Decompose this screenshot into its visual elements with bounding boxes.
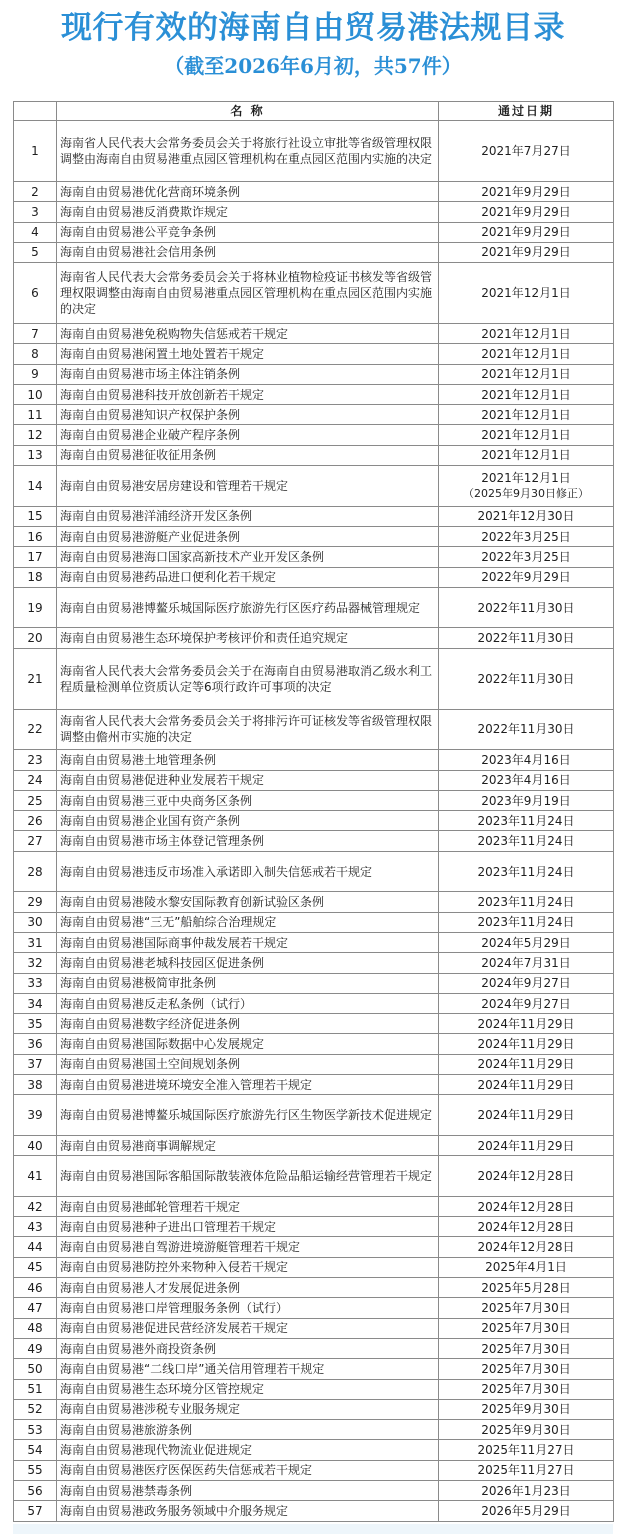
passed-date: 2025年9月30日 xyxy=(481,1402,571,1417)
table-row xyxy=(14,181,614,201)
row-number: 44 xyxy=(14,1237,57,1257)
regulation-name: 海南自由贸易港老城科技园区促进条例 xyxy=(57,953,439,973)
row-number: 31 xyxy=(14,932,57,952)
regulation-name: 海南自由贸易港洋浦经济开发区条例 xyxy=(57,506,439,526)
regulation-name: 海南自由贸易港促进种业发展若干规定 xyxy=(57,770,439,790)
regulation-name: 海南自由贸易港科技开放创新若干规定 xyxy=(57,384,439,404)
row-number: 33 xyxy=(14,973,57,993)
table-row xyxy=(14,384,614,404)
row-number: 54 xyxy=(14,1440,57,1460)
row-number: 48 xyxy=(14,1318,57,1338)
passed-date-cell xyxy=(439,973,614,993)
passed-date-cell xyxy=(439,1460,614,1480)
row-number: 15 xyxy=(14,506,57,526)
regulation-name: 海南自由贸易港国土空间规划条例 xyxy=(57,1054,439,1074)
row-number: 23 xyxy=(14,750,57,770)
row-number: 32 xyxy=(14,953,57,973)
regulation-name: 海南自由贸易港免税购物失信惩戒若干规定 xyxy=(57,324,439,344)
passed-date: 2021年9月29日 xyxy=(481,204,571,219)
passed-date: 2023年4月16日 xyxy=(481,773,571,788)
row-number: 17 xyxy=(14,547,57,567)
regulation-name: 海南自由贸易港生态环境保护考核评价和责任追究规定 xyxy=(57,628,439,648)
table-row xyxy=(14,202,614,222)
column-header-date: 通过日期 xyxy=(439,102,614,121)
passed-date-cell xyxy=(439,912,614,932)
row-number: 19 xyxy=(14,587,57,628)
passed-date: 2021年9月29日 xyxy=(481,225,571,240)
table-row xyxy=(14,1278,614,1298)
passed-date: 2021年12月1日 xyxy=(481,286,571,301)
regulation-name: 海南自由贸易港游艇产业促进条例 xyxy=(57,526,439,546)
table-row xyxy=(14,526,614,546)
row-number: 43 xyxy=(14,1217,57,1237)
regulation-name: 海南自由贸易港医疗医保医药失信惩戒若干规定 xyxy=(57,1460,439,1480)
regulation-name: 海南自由贸易港种子进出口管理若干规定 xyxy=(57,1217,439,1237)
page-title: 现行有效的海南自由贸易港法规目录 xyxy=(61,10,565,46)
passed-date: 2023年11月24日 xyxy=(477,915,575,930)
column-header-name: 名 称 xyxy=(57,102,439,121)
passed-date-cell xyxy=(439,181,614,201)
passed-date: 2024年11月29日 xyxy=(477,1108,575,1123)
row-number: 24 xyxy=(14,770,57,790)
passed-date: 2025年7月30日 xyxy=(481,1361,571,1376)
row-number: 1 xyxy=(14,121,57,182)
passed-date-cell xyxy=(439,648,614,709)
passed-date-cell xyxy=(439,384,614,404)
table-row xyxy=(14,1481,614,1501)
regulation-name: 海南自由贸易港极简审批条例 xyxy=(57,973,439,993)
passed-date: 2024年7月31日 xyxy=(481,955,571,970)
table-row xyxy=(14,242,614,262)
passed-date: 2024年12月28日 xyxy=(477,1219,575,1234)
table-row xyxy=(14,912,614,932)
passed-date: 2022年11月30日 xyxy=(477,600,575,615)
table-row xyxy=(14,1460,614,1480)
passed-date: 2024年11月29日 xyxy=(477,1138,575,1153)
passed-date-cell xyxy=(439,1420,614,1440)
table-row xyxy=(14,892,614,912)
regulation-name: 海南自由贸易港邮轮管理若干规定 xyxy=(57,1196,439,1216)
passed-date: 2021年7月27日 xyxy=(481,143,571,158)
table-row xyxy=(14,263,614,324)
passed-date-cell xyxy=(439,1054,614,1074)
row-number: 49 xyxy=(14,1338,57,1358)
table-row xyxy=(14,324,614,344)
table-row xyxy=(14,1196,614,1216)
passed-date: 2026年5月29日 xyxy=(481,1503,571,1518)
passed-date-cell xyxy=(439,466,614,507)
passed-date-cell xyxy=(439,1135,614,1155)
regulation-name: 海南自由贸易港博鳌乐城国际医疗旅游先行区医疗药品器械管理规定 xyxy=(57,587,439,628)
row-number: 56 xyxy=(14,1481,57,1501)
row-number: 46 xyxy=(14,1278,57,1298)
row-number: 10 xyxy=(14,384,57,404)
regulation-name: 海南自由贸易港国际数据中心发展规定 xyxy=(57,1034,439,1054)
regulation-name: 海南自由贸易港土地管理条例 xyxy=(57,750,439,770)
regulation-name: 海南自由贸易港国际商事仲裁发展若干规定 xyxy=(57,932,439,952)
table-body xyxy=(14,121,614,1522)
regulation-name: 海南自由贸易港三亚中央商务区条例 xyxy=(57,790,439,810)
passed-date-cell xyxy=(439,790,614,810)
passed-date: 2022年11月30日 xyxy=(477,722,575,737)
row-number: 55 xyxy=(14,1460,57,1480)
passed-date-cell xyxy=(439,1278,614,1298)
passed-date: 2023年11月24日 xyxy=(477,813,575,828)
regulation-name: 海南自由贸易港征收征用条例 xyxy=(57,445,439,465)
passed-date-cell xyxy=(439,445,614,465)
regulation-name: 海南自由贸易港违反市场准入承诺即入制失信惩戒若干规定 xyxy=(57,851,439,892)
passed-date-cell xyxy=(439,263,614,324)
passed-date: 2022年3月25日 xyxy=(481,529,571,544)
table-row xyxy=(14,567,614,587)
row-number: 42 xyxy=(14,1196,57,1216)
table-row xyxy=(14,628,614,648)
regulation-name: 海南自由贸易港防控外来物种入侵若干规定 xyxy=(57,1257,439,1277)
row-number: 14 xyxy=(14,466,57,507)
regulation-name: 海南自由贸易港数字经济促进条例 xyxy=(57,1014,439,1034)
passed-date: 2021年12月1日 xyxy=(481,387,571,402)
passed-date-cell xyxy=(439,202,614,222)
passed-date-cell xyxy=(439,953,614,973)
row-number: 36 xyxy=(14,1034,57,1054)
table-row xyxy=(14,445,614,465)
row-number: 45 xyxy=(14,1257,57,1277)
passed-date: 2021年12月1日 xyxy=(481,470,571,485)
regulation-name: 海南自由贸易港优化营商环境条例 xyxy=(57,181,439,201)
regulation-name: 海南自由贸易港进境环境安全准入管理若干规定 xyxy=(57,1075,439,1095)
passed-date: 2025年11月27日 xyxy=(477,1443,575,1458)
table-row xyxy=(14,1034,614,1054)
table-row xyxy=(14,1217,614,1237)
row-number: 4 xyxy=(14,222,57,242)
passed-date: 2025年7月30日 xyxy=(481,1321,571,1336)
passed-date: 2024年11月29日 xyxy=(477,1077,575,1092)
row-number: 41 xyxy=(14,1156,57,1197)
passed-date: 2021年12月1日 xyxy=(481,407,571,422)
passed-date-cell xyxy=(439,1196,614,1216)
row-number: 27 xyxy=(14,831,57,851)
passed-date-cell xyxy=(439,1257,614,1277)
row-number: 52 xyxy=(14,1399,57,1419)
row-number: 34 xyxy=(14,993,57,1013)
passed-date: 2025年9月30日 xyxy=(481,1422,571,1437)
passed-date: 2021年12月1日 xyxy=(481,367,571,382)
passed-date-cell xyxy=(439,1298,614,1318)
passed-date: 2024年9月27日 xyxy=(481,996,571,1011)
passed-date-cell xyxy=(439,1501,614,1521)
regulation-name: 海南自由贸易港闲置土地处置若干规定 xyxy=(57,344,439,364)
table-row xyxy=(14,1379,614,1399)
passed-date-cell xyxy=(439,587,614,628)
row-number: 11 xyxy=(14,405,57,425)
row-number: 47 xyxy=(14,1298,57,1318)
regulation-name: 海南自由贸易港禁毒条例 xyxy=(57,1481,439,1501)
regulations-table xyxy=(13,101,614,1522)
passed-date-cell xyxy=(439,892,614,912)
row-number: 57 xyxy=(14,1501,57,1521)
passed-date-cell xyxy=(439,770,614,790)
regulation-name: 海南省人民代表大会常务委员会关于在海南自由贸易港取消乙级水利工程质量检测单位资质认定等6项行政许可事项的决定 xyxy=(57,648,439,709)
row-number: 21 xyxy=(14,648,57,709)
regulation-name: 海南自由贸易港现代物流业促进规定 xyxy=(57,1440,439,1460)
row-number: 37 xyxy=(14,1054,57,1074)
regulation-name: 海南自由贸易港安居房建设和管理若干规定 xyxy=(57,466,439,507)
table-row xyxy=(14,405,614,425)
passed-date-cell xyxy=(439,1217,614,1237)
passed-date-cell xyxy=(439,1237,614,1257)
passed-date: 2022年9月29日 xyxy=(481,570,571,585)
regulation-name: 海南自由贸易港社会信用条例 xyxy=(57,242,439,262)
regulation-name: 海南自由贸易港公平竞争条例 xyxy=(57,222,439,242)
passed-date: 2024年11月29日 xyxy=(477,1016,575,1031)
passed-date: 2024年11月29日 xyxy=(477,1037,575,1052)
passed-date-cell xyxy=(439,1095,614,1136)
passed-date-cell xyxy=(439,1379,614,1399)
passed-date: 2025年5月28日 xyxy=(481,1280,571,1295)
passed-date-cell xyxy=(439,1481,614,1501)
passed-date: 2021年12月1日 xyxy=(481,428,571,443)
table-row xyxy=(14,1359,614,1379)
table-row xyxy=(14,1420,614,1440)
row-number: 35 xyxy=(14,1014,57,1034)
row-number: 16 xyxy=(14,526,57,546)
row-number: 7 xyxy=(14,324,57,344)
passed-date-cell xyxy=(439,405,614,425)
table-row xyxy=(14,1399,614,1419)
passed-date: 2021年12月1日 xyxy=(481,326,571,341)
table-row xyxy=(14,1014,614,1034)
row-number: 50 xyxy=(14,1359,57,1379)
passed-date-cell xyxy=(439,1156,614,1197)
row-number: 38 xyxy=(14,1075,57,1095)
table-row xyxy=(14,709,614,750)
regulation-name: 海南省人民代表大会常务委员会关于将旅行社设立审批等省级管理权限调整由海南自由贸易港重点园区管理机构在重点园区范围内实施的决定 xyxy=(57,121,439,182)
passed-date: 2023年11月24日 xyxy=(477,864,575,879)
regulation-name: 海南自由贸易港口岸管理服务条例（试行） xyxy=(57,1298,439,1318)
table-row xyxy=(14,770,614,790)
passed-date-cell xyxy=(439,364,614,384)
passed-date: 2023年9月19日 xyxy=(481,793,571,808)
row-number: 8 xyxy=(14,344,57,364)
passed-date-cell xyxy=(439,567,614,587)
regulation-name: 海南自由贸易港外商投资条例 xyxy=(57,1338,439,1358)
passed-date-cell xyxy=(439,526,614,546)
table-row xyxy=(14,1338,614,1358)
passed-date-cell xyxy=(439,242,614,262)
regulations-table-wrap xyxy=(13,101,613,1521)
passed-date: 2025年7月30日 xyxy=(481,1301,571,1315)
table-row xyxy=(14,1501,614,1521)
passed-date: 2023年4月16日 xyxy=(481,752,571,767)
regulation-name: 海南自由贸易港商事调解规定 xyxy=(57,1135,439,1155)
table-row xyxy=(14,648,614,709)
row-number: 18 xyxy=(14,567,57,587)
table-row xyxy=(14,1237,614,1257)
regulation-name: 海南自由贸易港博鳌乐城国际医疗旅游先行区生物医学新技术促进规定 xyxy=(57,1095,439,1136)
table-row xyxy=(14,932,614,952)
passed-date-cell xyxy=(439,425,614,445)
passed-date: 2022年11月30日 xyxy=(477,671,575,686)
passed-date: 2021年12月1日 xyxy=(481,346,571,361)
table-row xyxy=(14,1298,614,1318)
passed-date: 2025年11月27日 xyxy=(477,1463,575,1478)
row-number: 53 xyxy=(14,1420,57,1440)
row-number: 5 xyxy=(14,242,57,262)
row-number: 39 xyxy=(14,1095,57,1136)
row-number: 30 xyxy=(14,912,57,932)
table-row xyxy=(14,121,614,182)
table-row xyxy=(14,973,614,993)
passed-date-cell xyxy=(439,750,614,770)
passed-date-cell xyxy=(439,1440,614,1460)
row-number: 3 xyxy=(14,202,57,222)
regulation-name: 海南自由贸易港陵水黎安国际教育创新试验区条例 xyxy=(57,892,439,912)
regulation-name: 海南自由贸易港市场主体登记管理条例 xyxy=(57,831,439,851)
table-row xyxy=(14,1318,614,1338)
table-row xyxy=(14,1135,614,1155)
row-number: 12 xyxy=(14,425,57,445)
passed-date: 2023年11月24日 xyxy=(477,834,575,849)
column-header-number xyxy=(14,102,57,121)
passed-date: 2022年3月25日 xyxy=(481,549,571,564)
passed-date: 2024年9月27日 xyxy=(481,976,571,991)
table-row xyxy=(14,851,614,892)
passed-date-cell xyxy=(439,1034,614,1054)
passed-date-cell xyxy=(439,628,614,648)
passed-date: 2024年5月29日 xyxy=(481,935,571,950)
row-number: 2 xyxy=(14,181,57,201)
row-number: 26 xyxy=(14,811,57,831)
page-subtitle: （截至2026年6月初，共57件） xyxy=(164,54,462,78)
table-row xyxy=(14,1075,614,1095)
passed-date-cell xyxy=(439,506,614,526)
table-row xyxy=(14,466,614,507)
passed-date-cell xyxy=(439,709,614,750)
table-row xyxy=(14,811,614,831)
passed-date-cell xyxy=(439,1359,614,1379)
passed-date: 2023年11月24日 xyxy=(477,895,575,910)
row-number: 51 xyxy=(14,1379,57,1399)
passed-date-cell xyxy=(439,324,614,344)
passed-date-cell xyxy=(439,831,614,851)
regulation-name: 海南自由贸易港药品进口便利化若干规定 xyxy=(57,567,439,587)
passed-date-cell xyxy=(439,1338,614,1358)
row-number: 13 xyxy=(14,445,57,465)
passed-date-cell xyxy=(439,1014,614,1034)
table-row xyxy=(14,222,614,242)
table-header-row xyxy=(14,102,614,121)
regulation-name: 海南自由贸易港反消费欺诈规定 xyxy=(57,202,439,222)
passed-date: 2025年4月1日 xyxy=(485,1260,567,1275)
passed-date-cell xyxy=(439,1318,614,1338)
table-row xyxy=(14,750,614,770)
passed-date-cell xyxy=(439,1075,614,1095)
regulation-name: 海南自由贸易港促进民营经济发展若干规定 xyxy=(57,1318,439,1338)
passed-date: 2025年7月30日 xyxy=(481,1382,571,1397)
regulation-name: 海南自由贸易港海口国家高新技术产业开发区条例 xyxy=(57,547,439,567)
passed-date-cell xyxy=(439,993,614,1013)
passed-date: 2021年9月29日 xyxy=(481,184,571,199)
table-row xyxy=(14,547,614,567)
row-number: 40 xyxy=(14,1135,57,1155)
passed-date-cell xyxy=(439,547,614,567)
row-number: 9 xyxy=(14,364,57,384)
regulation-name: 海南自由贸易港生态环境分区管控规定 xyxy=(57,1379,439,1399)
passed-date-cell xyxy=(439,811,614,831)
row-number: 29 xyxy=(14,892,57,912)
passed-date: 2022年11月30日 xyxy=(477,631,575,646)
passed-date: 2021年9月29日 xyxy=(481,245,571,260)
passed-date-cell xyxy=(439,851,614,892)
passed-date: 2024年11月29日 xyxy=(477,1057,575,1072)
row-number: 6 xyxy=(14,263,57,324)
passed-date-cell xyxy=(439,121,614,182)
passed-date: 2024年12月28日 xyxy=(477,1240,575,1255)
row-number: 25 xyxy=(14,790,57,810)
table-row xyxy=(14,953,614,973)
regulation-name: 海南自由贸易港企业国有资产条例 xyxy=(57,811,439,831)
table-row xyxy=(14,1257,614,1277)
table-row xyxy=(14,364,614,384)
amendment-note: （2025年9月30日修正） xyxy=(463,486,589,500)
table-row xyxy=(14,831,614,851)
passed-date: 2021年12月30日 xyxy=(477,509,575,524)
regulation-name: 海南自由贸易港知识产权保护条例 xyxy=(57,405,439,425)
regulation-name: 海南省人民代表大会常务委员会关于将林业植物检疫证书核发等省级管理权限调整由海南自由贸易港重点园区管理机构在重点园区范围内实施的决定 xyxy=(57,263,439,324)
regulation-name: 海南自由贸易港人才发展促进条例 xyxy=(57,1278,439,1298)
table-row xyxy=(14,425,614,445)
bottom-decoration-strip xyxy=(13,1524,613,1534)
passed-date: 2024年12月28日 xyxy=(477,1169,575,1184)
table-row xyxy=(14,1156,614,1197)
passed-date: 2026年1月23日 xyxy=(481,1483,571,1498)
regulation-name: 海南自由贸易港国际客船国际散装液体危险品船运输经营管理若干规定 xyxy=(57,1156,439,1197)
regulation-name: 海南自由贸易港市场主体注销条例 xyxy=(57,364,439,384)
table-row xyxy=(14,587,614,628)
passed-date-cell xyxy=(439,344,614,364)
regulation-name: 海南自由贸易港“二线口岸”通关信用管理若干规定 xyxy=(57,1359,439,1379)
regulation-name: 海南自由贸易港“三无”船舶综合治理规定 xyxy=(57,912,439,932)
passed-date: 2025年7月30日 xyxy=(481,1341,571,1356)
regulation-name: 海南自由贸易港自驾游进境游艇管理若干规定 xyxy=(57,1237,439,1257)
passed-date: 2021年12月1日 xyxy=(481,448,571,463)
passed-date-cell xyxy=(439,932,614,952)
table-row xyxy=(14,1440,614,1460)
regulation-name: 海南自由贸易港旅游条例 xyxy=(57,1420,439,1440)
table-row xyxy=(14,344,614,364)
passed-date-cell xyxy=(439,222,614,242)
regulation-name: 海南自由贸易港反走私条例（试行） xyxy=(57,993,439,1013)
table-row xyxy=(14,1054,614,1074)
table-row xyxy=(14,506,614,526)
regulation-name: 海南省人民代表大会常务委员会关于将排污许可证核发等省级管理权限调整由儋州市实施的决定 xyxy=(57,709,439,750)
table-row xyxy=(14,790,614,810)
passed-date: 2024年12月28日 xyxy=(477,1199,575,1214)
row-number: 22 xyxy=(14,709,57,750)
regulation-name: 海南自由贸易港涉税专业服务规定 xyxy=(57,1399,439,1419)
passed-date-cell xyxy=(439,1399,614,1419)
row-number: 28 xyxy=(14,851,57,892)
regulation-name: 海南自由贸易港企业破产程序条例 xyxy=(57,425,439,445)
table-row xyxy=(14,1095,614,1136)
row-number: 20 xyxy=(14,628,57,648)
regulation-name: 海南自由贸易港政务服务领域中介服务规定 xyxy=(57,1501,439,1521)
table-row xyxy=(14,993,614,1013)
